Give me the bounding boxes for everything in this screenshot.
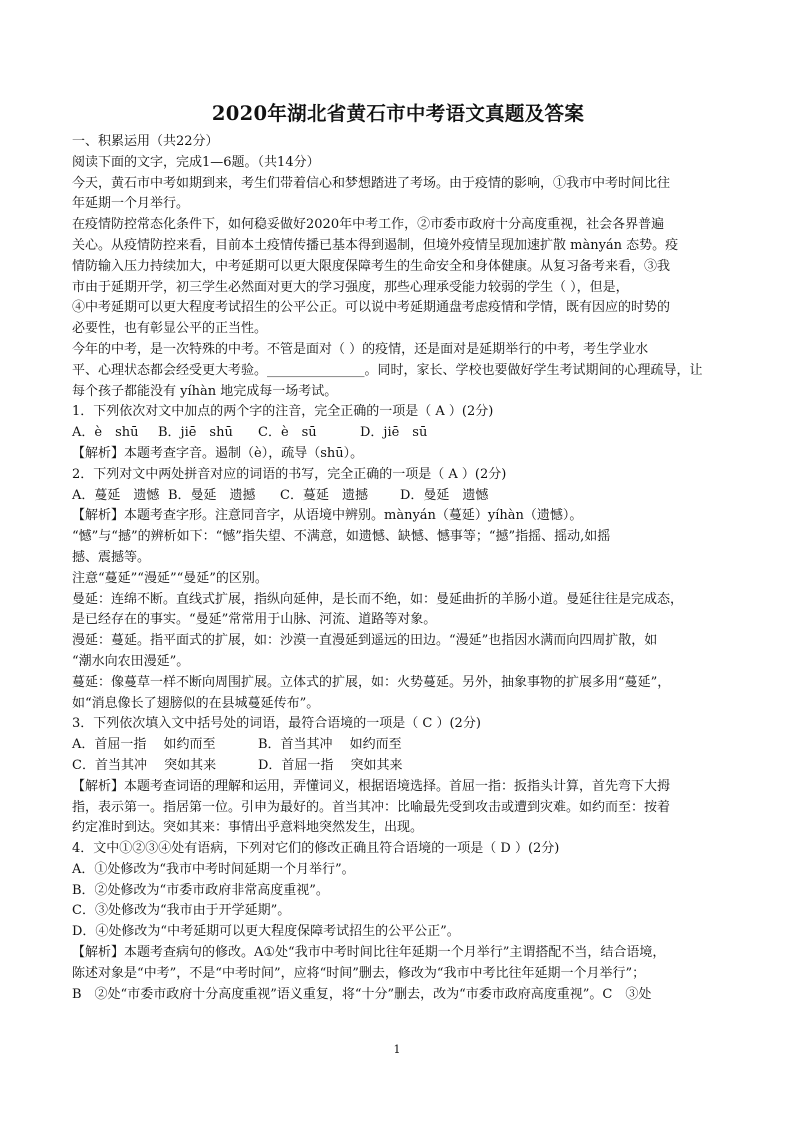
option-d: D．jiē sū xyxy=(360,425,428,441)
passage-line: 必要性，也有彰显公平的正当性。 xyxy=(72,321,268,337)
answer-analysis: 【解析】本题考查字形。注意同音字，从语境中辨别。mànyán（蔓延）yíhàn（遗憾）。 xyxy=(72,508,583,524)
question-1 xyxy=(72,402,724,464)
page-title: 2020年湖北省黄石市中考语文真题及答案 xyxy=(211,102,585,125)
option-a: A．è shū xyxy=(72,425,139,441)
analysis-line: 撼、震撼等。 xyxy=(72,549,151,565)
option-b: B．曼延 遗撼 xyxy=(168,487,256,503)
reading-passage xyxy=(72,174,724,403)
question-stem: 1．下列依次对文中加点的两个字的注音，完全正确的一项是（ A ）(2分) xyxy=(72,404,494,420)
option-b: B．首当其冲 如约而至 xyxy=(258,737,402,753)
question-stem: 3．下列依次填入文中括号处的词语，最符合语境的一项是（ C ）(2分) xyxy=(72,716,481,732)
passage-line: 市由于延期开学，初三学生必然面对更大的学习强度，那些心理承受能力较弱的学生（ ），但是， xyxy=(72,279,629,295)
question-2 xyxy=(72,465,724,715)
option-b: B．②处修改为“市委市政府非常高度重视”。 xyxy=(72,882,329,898)
question-options xyxy=(72,486,724,507)
option-d: D．曼延 遗憾 xyxy=(400,487,489,503)
question-options xyxy=(72,756,724,777)
analysis-line: 约定准时到达。突如其来：事情出乎意料地突然发生，出现。 xyxy=(72,820,424,836)
option-d: D．首屈一指 突如其来 xyxy=(258,757,403,773)
passage-line: 每个孩子都能没有 yíhàn 地完成每一场考试。 xyxy=(72,383,338,399)
question-stem: 2．下列对文中两处拼音对应的词语的书写，完全正确的一项是（ A ）(2分) xyxy=(72,466,507,482)
option-c: C．è sū xyxy=(258,425,317,441)
passage-line: ④中考延期可以更大程度考试招生的公平公正。可以说中考延期通盘考虑疫情和学情，既有因应的时势的 xyxy=(72,300,671,316)
reading-instructions: 阅读下面的文字，完成1—6题。（共14分） xyxy=(72,154,320,170)
option-a: A．蔓延 遗憾 xyxy=(72,487,160,503)
analysis-line: “憾”与“撼”的辨析如下：“憾”指失望、不满意，如遗憾、缺憾、憾事等；“撼”指摇、摇动,如摇 xyxy=(72,529,611,545)
analysis-line: 蔓延：像蔓草一样不断向周围扩展。立体式的扩展，如：火势蔓延。另外，抽象事物的扩展多用“蔓延”， xyxy=(72,674,671,690)
question-3 xyxy=(72,714,724,839)
passage-line: 今年的中考，是一次特殊的中考。不管是面对（ ）的疫情，还是面对是延期举行的中考，考生学业水 xyxy=(72,341,649,357)
section-heading: 一、积累运用（共22分） xyxy=(72,134,219,149)
passage-line: 今天，黄石市中考如期到来，考生们带着信心和梦想踏进了考场。由于疫情的影响，①我市中考时间比往 xyxy=(72,175,671,191)
option-c: C．蔓延 遗撼 xyxy=(280,487,368,503)
page-number: 1 xyxy=(393,1043,401,1056)
analysis-line: 是已经存在的事实。“曼延”常常用于山脉、河流、道路等对象。 xyxy=(72,612,437,628)
question-options xyxy=(72,423,724,444)
passage-line: 情防输入压力持续加大，中考延期可以更大限度保障考生的生命安全和身体健康。从复习备考来看，③我 xyxy=(72,258,671,274)
answer-analysis: 【解析】本题考查字音。遏制（è），疏导（shū）。 xyxy=(72,445,364,461)
answer-analysis: 【解析】本题考查病句的修改。A①处“我市中考时间比往年延期一个月举行”主谓搭配不当，结合语境， xyxy=(72,945,666,961)
question-stem: 4．文中①②③④处有语病，下列对它们的修改正确且符合语境的一项是（ D ）(2分) xyxy=(72,841,560,857)
option-c: C．③处修改为“我市由于开学延期”。 xyxy=(72,903,291,919)
passage-line: 在疫情防控常态化条件下，如何稳妥做好2020年中考工作，②市委市政府十分高度重视，社会各界普遍 xyxy=(72,217,665,233)
option-a: A．首屈一指 如约而至 xyxy=(72,737,216,753)
option-d: D．④处修改为“中考延期可以更大程度保障考试招生的公平公正”。 xyxy=(72,924,460,940)
analysis-line: 如“消息像长了翅膀似的在县城蔓延传布”。 xyxy=(72,695,320,711)
option-c: C．首当其冲 突如其来 xyxy=(72,757,217,773)
answer-analysis: 【解析】本题考查词语的理解和运用，弄懂词义，根据语境选择。首屈一指：扳指头计算，首先弯下大拇 xyxy=(72,778,671,794)
question-options xyxy=(72,735,724,756)
document-page xyxy=(72,100,724,1005)
analysis-line: 注意“蔓延”“漫延”“曼延”的区别。 xyxy=(72,570,268,586)
analysis-line: 指，表示第一。指居第一位。引申为最好的。首当其冲：比喻最先受到攻击或遭到灾难。如约而至：按着 xyxy=(72,799,671,815)
passage-line: 平、心理状态都会经受更大考验。_______________。同时，家长、学校也要做好学生考试期间的心理疏导，让 xyxy=(72,362,703,378)
question-4 xyxy=(72,839,724,1005)
option-b: B．jiē shū xyxy=(158,425,233,441)
passage-line: 关心。从疫情防控来看，目前本土疫情传播已基本得到遏制，但境外疫情呈现加速扩散 mànyán 态势。疫 xyxy=(72,237,679,253)
analysis-line: 陈述对象是“中考”，不是“中考时间”，应将“时间”删去，修改为“我市中考比往年延期一个月举行”； xyxy=(72,965,646,981)
analysis-line: “潮水向农田漫延”。 xyxy=(72,653,190,669)
analysis-line: 漫延：蔓延。指平面式的扩展，如：沙漠一直漫延到遥远的田边。“漫延”也指因水满而向四周扩散，如 xyxy=(72,633,658,649)
analysis-line: B ②处“市委市政府十分高度重视”语义重复，将“十分”删去，改为“市委市政府高度重视”。C ③处 xyxy=(72,986,652,1002)
analysis-line: 曼延：连绵不断。直线式扩展，指纵向延伸，是长而不绝，如：曼延曲折的羊肠小道。曼延往往是完成态， xyxy=(72,591,684,607)
option-a: A．①处修改为“我市中考时间延期一个月举行”。 xyxy=(72,861,355,877)
passage-line: 年延期一个月举行。 xyxy=(72,196,190,212)
